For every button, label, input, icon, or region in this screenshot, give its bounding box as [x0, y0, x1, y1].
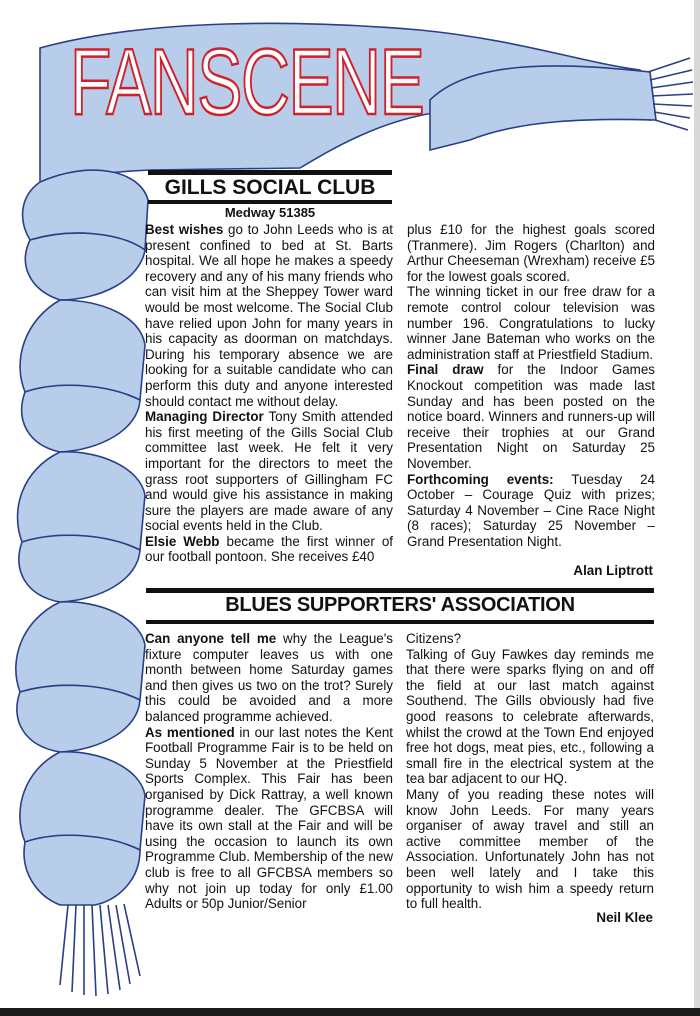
- paragraph-text: The winning ticket in our free draw for a remote control colour television was number 196. Congratulations to lucky winner Jane Bateman who works on the administration staff at Priestfield Stadium.: [407, 284, 655, 362]
- article-paragraph: [407, 472, 655, 550]
- paragraph-text: for the Indoor Games Knockout competition was made last Sunday and has been posted on the notice board. Winners and runners-up will receive their trophies at our Grand Presentation Night on Saturday 25 November.: [407, 362, 655, 471]
- paragraph-lead: As mentioned: [145, 724, 235, 740]
- section-heading: GILLS SOCIAL CLUB: [164, 176, 376, 199]
- paragraph-text: Tony Smith attended his first meeting of the Gills Social Club committee last week. He felt it very important for the directors to meet the grass root supporters of Gillingham FC and would give his assistance in making sure the players are made aware of any social events held in the Club.: [145, 409, 393, 534]
- signature: Alan Liptrott: [573, 563, 653, 578]
- article-paragraph: [145, 725, 393, 912]
- paragraph-text: Many of you reading these notes will know John Leeds. For many years organiser of away travel and still an active committee member of the Association. Unfortunately John has not been well lately and I take this opportunity to wish him a speedy return to full health.: [406, 786, 654, 912]
- article-paragraph: [407, 362, 655, 471]
- heading-rule-top: [146, 588, 654, 593]
- section-heading: BLUES SUPPORTERS' ASSOCIATION: [225, 594, 575, 616]
- paragraph-text: plus £10 for the highest goals scored (Tranmere). Jim Rogers (Charlton) and Arthur Cheeseman (Wrexham) receive £5 for the lowest goals scored.: [407, 222, 655, 284]
- heading-rule-top: [148, 170, 392, 175]
- paragraph-lead: Final draw: [407, 362, 484, 378]
- article-paragraph: [406, 787, 654, 912]
- masthead-box: [70, 29, 424, 134]
- article-paragraph: [406, 631, 654, 647]
- paragraph-text: became the first winner of our football pontoon. She receives £40: [145, 533, 393, 565]
- scarf-segment: [17, 685, 140, 752]
- article-paragraph: [145, 534, 393, 565]
- paragraph-lead: Best wishes: [145, 222, 224, 237]
- paragraph-lead: Can anyone tell me: [145, 631, 277, 646]
- paragraph-lead: Elsie Webb: [145, 533, 220, 549]
- article-paragraph: [407, 284, 655, 362]
- paragraph-text: Citizens?: [406, 631, 462, 646]
- heading-rule-bottom: [148, 200, 392, 204]
- scarf-segment: [22, 385, 140, 452]
- article-paragraph: [145, 631, 393, 725]
- article-paragraph: [145, 409, 393, 534]
- article-paragraph: [145, 222, 393, 409]
- paragraph-text: Tuesday 24 October – Courage Quiz with prizes; Saturday 4 November – Cine Race Night (8 races); Saturday 25 November – Grand Presentation Night.: [407, 471, 655, 549]
- social-club-column-1: [145, 222, 393, 565]
- page-edge: [0, 1008, 700, 1016]
- paragraph-text: in our last notes the Kent Football Programme Fair is to be held on Sunday 5 November at the Priestfield Sports Complex. This Fair has been organised by Dick Rattray, a well known programme dealer. The GFCBSA will have its own stall at the Fair and will be using the occasion to launch its own Programme Club. Membership of the new club is free to all GFCBSA members so why not join up today for only £1.00 Adults or 50p Junior/Senior: [145, 724, 393, 912]
- heading-rule-bottom: [146, 620, 654, 624]
- page-edge: [694, 0, 700, 1016]
- article-paragraph: [406, 647, 654, 787]
- signature: Neil Klee: [596, 910, 653, 925]
- scarf-bottom-fringe: [60, 904, 140, 996]
- paragraph-lead: Forthcoming events:: [407, 471, 554, 487]
- scarf-segment: [19, 535, 140, 602]
- article-paragraph: [407, 222, 655, 284]
- paragraph-text: go to John Leeds who is at present confined to bed at St. Barts hospital. We all hope he makes a speedy recovery and any of his many friends who can visit him at the Sheppey Tower ward would be most welcome. The Social Club have relied upon John for many years in his capacity as doorman on matchdays. During his temporary absence we are looking for a suitable candidate who can perform this duty and anyone interested should contact me without delay.: [145, 222, 394, 409]
- paragraph-lead: Managing Director: [145, 409, 264, 425]
- scarf-segment: [24, 835, 140, 905]
- scarf-segment: [25, 233, 145, 300]
- supporters-column-1: [145, 631, 393, 912]
- masthead-title: FANSCENE: [70, 29, 424, 134]
- social-club-column-2: [407, 222, 655, 549]
- paragraph-text: Talking of Guy Fawkes day reminds me that there were sparks flying on and off the field at our last match against Southend. The Gills obviously had five good reasons to celebrate afterwards, whilst the crowd at the Town End enjoyed free hot dogs, meat pies, etc., following a small fire in the electrical system at the tea bar adjacent to our HQ.: [406, 646, 654, 787]
- section-phone: Medway 51385: [224, 205, 316, 220]
- paragraph-text: why the League's fixture computer leaves us with one month between home Saturday games and then gives us two on the trot? Surely this could be avoided and a more balanced programme achieved.: [145, 631, 394, 724]
- scarf-right-loop: [430, 66, 656, 150]
- supporters-column-2: [406, 631, 654, 912]
